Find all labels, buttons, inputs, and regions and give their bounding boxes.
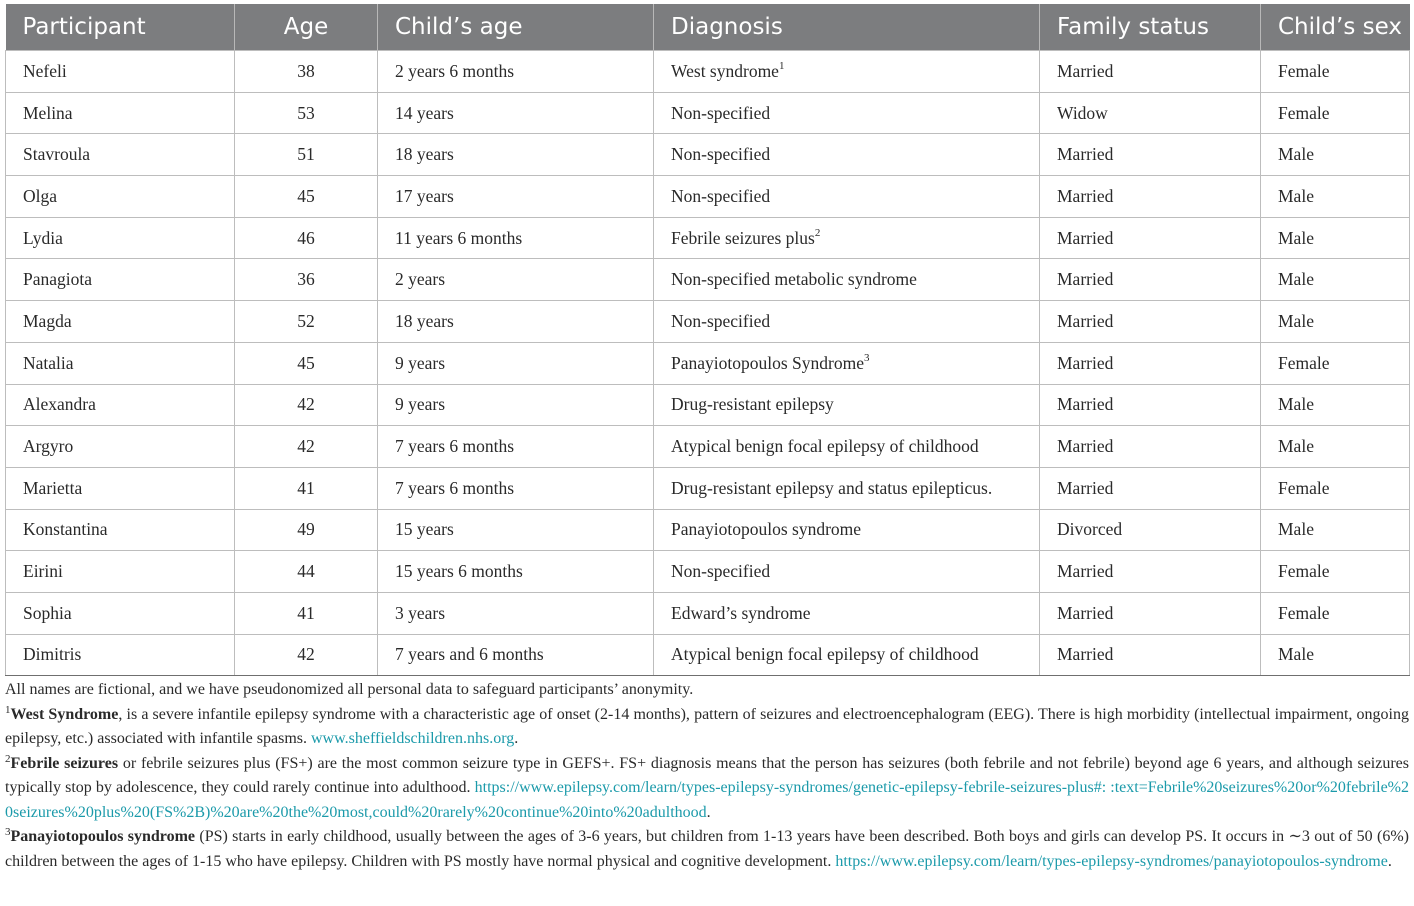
cell-participant-text: Eirini — [23, 561, 63, 582]
cell-child-sex — [1261, 217, 1410, 259]
cell-diagnosis-text: Non-specified — [671, 310, 771, 331]
cell-child-age — [378, 134, 654, 176]
cell-age-text: 41 — [297, 602, 315, 623]
cell-diagnosis-text: Drug-resistant epilepsy and status epilepticus. — [671, 477, 993, 498]
cell-diagnosis-text: Non-specified — [671, 144, 771, 165]
footnote-link[interactable]: www.sheffieldschildren.nhs.org — [311, 730, 515, 748]
cell-family-status-text: Married — [1057, 602, 1114, 623]
cell-family-status — [1040, 634, 1261, 676]
header-family-status: Family status — [1040, 4, 1261, 51]
cell-diagnosis-text: Drug-resistant epilepsy — [671, 394, 834, 415]
table-row — [6, 467, 1410, 509]
header-diagnosis: Diagnosis — [654, 4, 1040, 51]
footnote-term: West Syndrome — [10, 705, 119, 723]
cell-participant — [6, 259, 235, 301]
cell-child-age-text: 17 years — [395, 185, 454, 206]
cell-age — [235, 134, 378, 176]
footnote-text: (PS) starts in early childhood, usually between the ages of 3-6 years, but children from 1-13 years have been described. Both boys and girls can develop PS. It occurs in ∼3 out of 50 (6%) children between the ages of 1-15 who have epilepsy. Children with PS mostly have normal physical and cognitive development. — [5, 828, 1410, 870]
cell-age-text: 53 — [297, 102, 315, 123]
footnote-marker: 3 — [863, 351, 870, 364]
footnote-marker: 2 — [814, 226, 821, 239]
cell-diagnosis-text: Atypical benign focal epilepsy of childhood — [671, 644, 979, 665]
header-age: Age — [235, 4, 378, 51]
cell-family-status — [1040, 592, 1261, 634]
cell-participant-text: Dimitris — [23, 644, 82, 665]
cell-participant — [6, 592, 235, 634]
cell-child-age — [378, 551, 654, 593]
cell-child-sex — [1261, 259, 1410, 301]
table-row — [6, 551, 1410, 593]
table-row — [6, 426, 1410, 468]
cell-family-status-text: Married — [1057, 227, 1114, 248]
cell-diagnosis — [654, 384, 1040, 426]
cell-diagnosis — [654, 551, 1040, 593]
cell-child-sex — [1261, 634, 1410, 676]
cell-child-age-text: 7 years and 6 months — [395, 644, 544, 665]
footnote-link[interactable]: https://www.epilepsy.com/learn/types-epilepsy-syndromes/genetic-epilepsy-febrile-seizures-plus#: :text=Febrile%20seizures%20or%20febrile%20seizures%20plus%20(FS%2B)%20are%20the%20most,could%20rarely%20continue%20into%20adulthood — [5, 779, 1409, 821]
cell-child-age — [378, 259, 654, 301]
cell-child-sex-text: Male — [1278, 185, 1314, 206]
footnote-term: Panayiotopoulos syndrome — [10, 828, 196, 846]
cell-child-sex-text: Male — [1278, 227, 1314, 248]
cell-child-age-text: 2 years 6 months — [395, 60, 515, 81]
cell-child-age-text: 18 years — [395, 310, 454, 331]
cell-child-sex — [1261, 134, 1410, 176]
table-row — [6, 342, 1410, 384]
cell-age — [235, 51, 378, 93]
cell-child-age-text: 11 years 6 months — [395, 227, 523, 248]
table-row — [6, 634, 1410, 676]
cell-diagnosis — [654, 426, 1040, 468]
table-row — [6, 176, 1410, 218]
cell-child-sex — [1261, 592, 1410, 634]
cell-family-status — [1040, 51, 1261, 93]
cell-participant-text: Nefeli — [23, 60, 67, 81]
cell-participant-text: Natalia — [23, 352, 74, 373]
cell-participant — [6, 134, 235, 176]
table-row — [6, 592, 1410, 634]
cell-participant — [6, 509, 235, 551]
cell-child-age-text: 2 years — [395, 269, 446, 290]
cell-family-status-text: Married — [1057, 269, 1114, 290]
cell-child-sex-text: Female — [1278, 477, 1330, 498]
cell-diagnosis — [654, 634, 1040, 676]
table-row — [6, 509, 1410, 551]
cell-child-age-text: 7 years 6 months — [395, 436, 515, 457]
cell-diagnosis-text: West syndrome — [671, 60, 779, 81]
cell-diagnosis — [654, 342, 1040, 384]
cell-diagnosis — [654, 467, 1040, 509]
cell-family-status-text: Married — [1057, 185, 1114, 206]
cell-age — [235, 92, 378, 134]
cell-family-status — [1040, 467, 1261, 509]
footnote-end: . — [514, 730, 519, 748]
participants-table — [5, 4, 1410, 676]
cell-family-status — [1040, 342, 1261, 384]
cell-family-status — [1040, 92, 1261, 134]
cell-diagnosis-text: Panayiotopoulos syndrome — [671, 519, 862, 540]
cell-child-age — [378, 384, 654, 426]
cell-diagnosis-text: Non-specified — [671, 102, 771, 123]
cell-child-sex-text: Male — [1278, 519, 1314, 540]
footnote-text: , is a severe infantile epilepsy syndrome with a characteristic age of onset (2-14 months), pattern of seizures and electroencephalogram (EEG). There is high morbidity (intellectual impairment, ongoing epilepsy, etc.) associated with infantile spasms. — [5, 705, 1409, 748]
cell-family-status-text: Widow — [1057, 102, 1108, 123]
cell-participant-text: Alexandra — [23, 394, 96, 415]
cell-child-age — [378, 342, 654, 384]
cell-age-text: 41 — [297, 477, 315, 498]
table-row — [6, 134, 1410, 176]
cell-family-status-text: Divorced — [1057, 519, 1123, 540]
footnote-marker: 1 — [5, 703, 11, 716]
cell-family-status-text: Married — [1057, 477, 1114, 498]
cell-age — [235, 467, 378, 509]
cell-child-age — [378, 92, 654, 134]
table-row — [6, 51, 1410, 93]
cell-age-text: 46 — [297, 227, 315, 248]
table-header — [6, 4, 1410, 51]
general-note: All names are fictional, and we have pseudonomized all personal data to safeguard participants’ anonymity. — [5, 681, 694, 699]
cell-child-sex — [1261, 509, 1410, 551]
cell-child-age-text: 7 years 6 months — [395, 477, 515, 498]
cell-diagnosis — [654, 259, 1040, 301]
cell-age-text: 52 — [297, 310, 315, 331]
cell-diagnosis — [654, 176, 1040, 218]
cell-child-sex-text: Female — [1278, 602, 1330, 623]
table-notes — [5, 678, 1409, 874]
cell-age — [235, 634, 378, 676]
cell-family-status — [1040, 176, 1261, 218]
cell-child-sex-text: Male — [1278, 644, 1314, 665]
cell-age — [235, 217, 378, 259]
cell-family-status-text: Married — [1057, 436, 1114, 457]
cell-participant — [6, 51, 235, 93]
cell-participant — [6, 301, 235, 343]
table-body — [6, 51, 1410, 676]
cell-child-age-text: 9 years — [395, 352, 446, 373]
cell-participant-text: Stavroula — [23, 144, 91, 165]
footnote-end: . — [1387, 852, 1392, 870]
document — [5, 4, 1409, 874]
footnote-3 — [5, 825, 1409, 874]
cell-family-status-text: Married — [1057, 561, 1114, 582]
cell-child-age — [378, 592, 654, 634]
cell-child-sex — [1261, 342, 1410, 384]
cell-diagnosis — [654, 134, 1040, 176]
cell-age-text: 44 — [297, 561, 315, 582]
footnote-2 — [5, 752, 1409, 826]
cell-child-sex-text: Male — [1278, 144, 1314, 165]
table-row — [6, 217, 1410, 259]
cell-family-status-text: Married — [1057, 60, 1114, 81]
cell-diagnosis-text: Non-specified metabolic syndrome — [671, 269, 917, 290]
table-row — [6, 92, 1410, 134]
cell-family-status-text: Married — [1057, 310, 1114, 331]
cell-age-text: 38 — [297, 60, 315, 81]
cell-child-sex-text: Male — [1278, 310, 1314, 331]
cell-family-status — [1040, 259, 1261, 301]
cell-family-status-text: Married — [1057, 644, 1114, 665]
footnote-link[interactable]: https://www.epilepsy.com/learn/types-epilepsy-syndromes/panayiotopoulos-syndrome — [835, 852, 1388, 870]
cell-participant-text: Magda — [23, 310, 72, 331]
cell-diagnosis — [654, 509, 1040, 551]
cell-age — [235, 426, 378, 468]
cell-child-age — [378, 509, 654, 551]
cell-child-age-text: 3 years — [395, 602, 446, 623]
cell-family-status — [1040, 384, 1261, 426]
cell-age-text: 51 — [297, 144, 315, 165]
cell-diagnosis-text: Febrile seizures plus — [671, 227, 815, 248]
cell-participant-text: Argyro — [23, 436, 74, 457]
cell-family-status — [1040, 217, 1261, 259]
cell-age-text: 49 — [297, 519, 315, 540]
cell-diagnosis-text: Non-specified — [671, 561, 771, 582]
cell-family-status-text: Married — [1057, 352, 1114, 373]
footnotes — [5, 703, 1409, 875]
cell-child-sex-text: Male — [1278, 394, 1314, 415]
cell-child-age — [378, 301, 654, 343]
cell-participant — [6, 426, 235, 468]
cell-participant — [6, 467, 235, 509]
cell-child-age-text: 9 years — [395, 394, 446, 415]
cell-child-age — [378, 176, 654, 218]
cell-participant — [6, 342, 235, 384]
cell-age-text: 45 — [297, 352, 315, 373]
cell-participant-text: Marietta — [23, 477, 83, 498]
cell-age — [235, 259, 378, 301]
cell-child-age — [378, 634, 654, 676]
cell-child-sex-text: Male — [1278, 269, 1314, 290]
cell-participant-text: Lydia — [23, 227, 63, 248]
cell-participant-text: Konstantina — [23, 519, 108, 540]
cell-age — [235, 176, 378, 218]
cell-participant-text: Panagiota — [23, 269, 93, 290]
cell-child-sex-text: Female — [1278, 60, 1330, 81]
cell-age — [235, 509, 378, 551]
cell-child-sex — [1261, 92, 1410, 134]
header-child-sex: Child’s sex — [1261, 4, 1410, 51]
cell-diagnosis — [654, 92, 1040, 134]
footnote-1 — [5, 703, 1409, 752]
cell-child-sex — [1261, 426, 1410, 468]
cell-family-status — [1040, 509, 1261, 551]
cell-family-status — [1040, 134, 1261, 176]
cell-participant — [6, 384, 235, 426]
cell-age-text: 42 — [297, 644, 315, 665]
cell-child-sex-text: Female — [1278, 561, 1330, 582]
cell-age — [235, 592, 378, 634]
cell-age-text: 42 — [297, 394, 315, 415]
footnote-marker: 2 — [5, 752, 11, 765]
cell-participant — [6, 634, 235, 676]
cell-participant — [6, 551, 235, 593]
cell-child-sex — [1261, 551, 1410, 593]
cell-child-age-text: 14 years — [395, 102, 454, 123]
footnote-marker: 3 — [5, 826, 11, 839]
cell-participant-text: Olga — [23, 185, 58, 206]
cell-child-sex — [1261, 384, 1410, 426]
cell-age — [235, 551, 378, 593]
cell-age-text: 36 — [297, 269, 315, 290]
cell-diagnosis-text: Non-specified — [671, 185, 771, 206]
footnote-marker: 1 — [778, 60, 785, 73]
cell-age — [235, 301, 378, 343]
table-row — [6, 259, 1410, 301]
cell-child-age — [378, 426, 654, 468]
cell-child-age-text: 18 years — [395, 144, 454, 165]
cell-diagnosis-text: Atypical benign focal epilepsy of childhood — [671, 436, 979, 457]
cell-child-sex — [1261, 176, 1410, 218]
cell-diagnosis — [654, 51, 1040, 93]
header-child-age: Child’s age — [378, 4, 654, 51]
cell-diagnosis-text: Panayiotopoulos Syndrome — [671, 352, 864, 373]
cell-age-text: 45 — [297, 185, 315, 206]
cell-diagnosis — [654, 217, 1040, 259]
cell-child-age-text: 15 years 6 months — [395, 561, 523, 582]
cell-family-status — [1040, 301, 1261, 343]
cell-participant — [6, 176, 235, 218]
cell-child-sex-text: Male — [1278, 436, 1314, 457]
cell-family-status — [1040, 551, 1261, 593]
cell-age — [235, 384, 378, 426]
cell-child-sex-text: Female — [1278, 102, 1330, 123]
cell-participant — [6, 92, 235, 134]
cell-diagnosis-text: Edward’s syndrome — [671, 602, 811, 623]
cell-diagnosis — [654, 592, 1040, 634]
cell-participant-text: Melina — [23, 102, 73, 123]
cell-diagnosis — [654, 301, 1040, 343]
cell-family-status-text: Married — [1057, 394, 1114, 415]
header-participant: Participant — [6, 4, 235, 51]
cell-child-sex — [1261, 51, 1410, 93]
cell-child-age-text: 15 years — [395, 519, 454, 540]
table-row — [6, 301, 1410, 343]
header-row — [6, 4, 1410, 51]
cell-participant-text: Sophia — [23, 602, 72, 623]
table-row — [6, 384, 1410, 426]
footnote-text: or febrile seizures plus (FS+) are the most common seizure type in GEFS+. FS+ diagnosis means that the person has seizures (both febrile and not febrile) beyond age 6 years, and although seizures typically stop by adolescence, they could rarely continue into adulthood. — [5, 754, 1410, 797]
cell-family-status-text: Married — [1057, 144, 1114, 165]
cell-participant — [6, 217, 235, 259]
cell-child-sex — [1261, 301, 1410, 343]
footnote-end: . — [706, 803, 711, 821]
cell-child-age — [378, 467, 654, 509]
cell-child-sex — [1261, 467, 1410, 509]
cell-child-age — [378, 217, 654, 259]
cell-child-age — [378, 51, 654, 93]
footnote-term: Febrile seizures — [10, 754, 119, 772]
cell-child-sex-text: Female — [1278, 352, 1330, 373]
cell-age-text: 42 — [297, 436, 315, 457]
cell-age — [235, 342, 378, 384]
cell-family-status — [1040, 426, 1261, 468]
